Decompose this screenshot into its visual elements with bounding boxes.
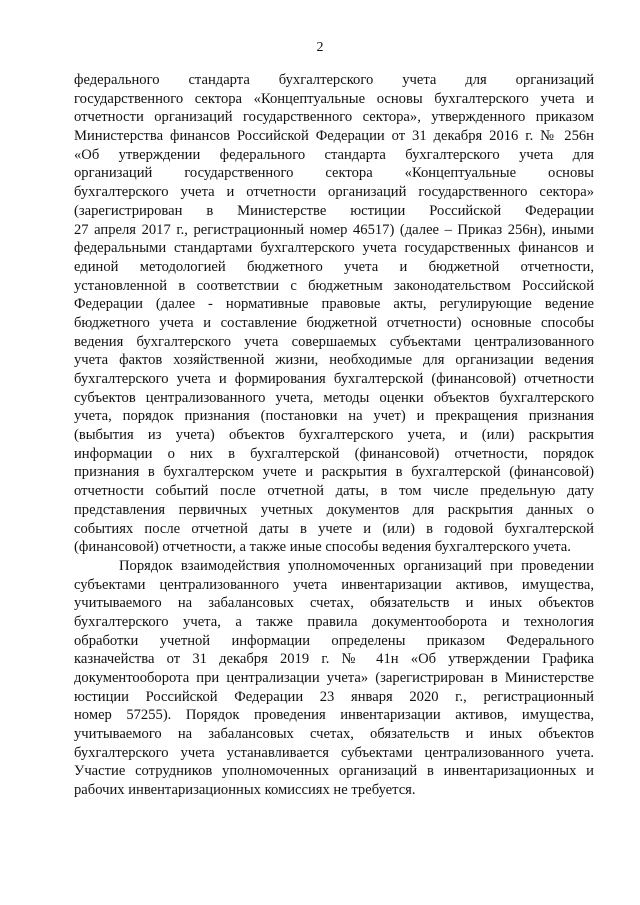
paragraph-line: (зарегистрирован в Министерстве юстиции Российской Федерации (74, 202, 594, 219)
paragraph-line: организаций государственного сектора «Концептуальные основы (74, 165, 594, 182)
paragraph-line: отчетности организаций государственного сектора», утвержденного приказом (74, 109, 594, 126)
paragraph-line: федерального стандарта бухгалтерского учета для организаций (74, 72, 594, 88)
paragraph-line: установленной в соответствии с бюджетным законодательством Российской (74, 277, 594, 294)
paragraph-line: субъектов централизованного учета, методы оценки объектов бухгалтерского (74, 389, 594, 406)
page-number: 2 (316, 40, 324, 55)
paragraph-line: учета, порядок признания (постановки на учет) и прекращения признания (74, 408, 594, 425)
paragraph-line: «Об утверждении федерального стандарта бухгалтерского учета для (74, 146, 594, 163)
paragraph-line: событиях после отчетной даты в учете и (или) в годовой бухгалтерской (74, 520, 594, 537)
paragraph-line: рабочих инвентаризационных комиссиях не требуется. (74, 782, 416, 799)
paragraph-line: бухгалтерского учета, а также правила документооборота и технология (74, 613, 594, 630)
document-body (74, 71, 594, 800)
paragraph-line: Участие сотрудников уполномоченных организаций в инвентаризационных и (74, 763, 594, 780)
paragraph-line: единой методологией бюджетного учета и бюджетной отчетности, (74, 258, 594, 275)
paragraph-line: субъектами централизованного учета инвентаризации активов, имущества, (74, 576, 594, 593)
paragraph-line: Порядок взаимодействия уполномоченных организаций при проведении (119, 557, 594, 574)
paragraph-line: документооборота при централизации учета» (зарегистрирован в Министерстве (74, 670, 594, 686)
paragraph-line: (выбытия из учета) объектов бухгалтерского учета, и (или) раскрытия (74, 427, 594, 444)
paragraph (74, 557, 594, 800)
paragraph-line: Федерации (далее - нормативные правовые акты, регулирующие ведение (74, 296, 594, 313)
paragraph-line: казначейства от 31 декабря 2019 г. № 41н «Об утверждении Графика (74, 651, 594, 668)
paragraph-line: бюджетного учета и составление бюджетной отчетности) основные способы (74, 314, 594, 331)
paragraph-line: информации о них в бухгалтерской (финансовой) отчетности, порядок (74, 445, 594, 462)
paragraph-line: федеральными стандартами бухгалтерского учета государственных финансов и (74, 240, 594, 257)
paragraph-line: обработки учетной информации определены приказом Федерального (74, 632, 594, 649)
paragraph-line: ведения бухгалтерского учета совершаемых субъектами централизованного (74, 333, 594, 350)
paragraph-line: 27 апреля 2017 г., регистрационный номер 46517) (далее – Приказ 256н), иными (74, 221, 594, 238)
paragraph-line: отчетности событий после отчетной даты, в том числе предельную дату (74, 483, 594, 500)
paragraph-line: признания в бухгалтерском учете и раскрытия в бухгалтерской (финансовой) (74, 464, 594, 481)
paragraph-line: учитываемого на забалансовых счетах, обязательств и иных объектов (74, 595, 594, 612)
paragraph-line: бухгалтерского учета и формирования бухгалтерской (финансовой) отчетности (74, 371, 594, 387)
paragraph (74, 71, 594, 557)
paragraph-line: Министерства финансов Российской Федерации от 31 декабря 2016 г. № 256н (74, 128, 594, 145)
paragraph-line: номер 57255). Порядок проведения инвентаризации активов, имущества, (74, 707, 594, 724)
paragraph-line: бухгалтерского учета устанавливается субъектами централизованного учета. (74, 744, 594, 761)
paragraph-line: (финансовой) отчетности, а также иные способы ведения бухгалтерского учета. (74, 539, 571, 556)
paragraph-line: учитываемого на забалансовых счетах, обязательств и иных объектов (74, 726, 594, 743)
paragraph-line: представления первичных учетных документов для раскрытия данных о (74, 501, 594, 518)
paragraph-line: бухгалтерского учета и отчетности организаций государственного сектора» (74, 184, 594, 201)
paragraph-line: учета фактов хозяйственной жизни, необходимые для организации ведения (74, 352, 594, 369)
paragraph-line: государственного сектора «Концептуальные основы бухгалтерского учета и (74, 90, 594, 107)
paragraph-line: юстиции Российской Федерации 23 января 2020 г., регистрационный (74, 688, 594, 705)
